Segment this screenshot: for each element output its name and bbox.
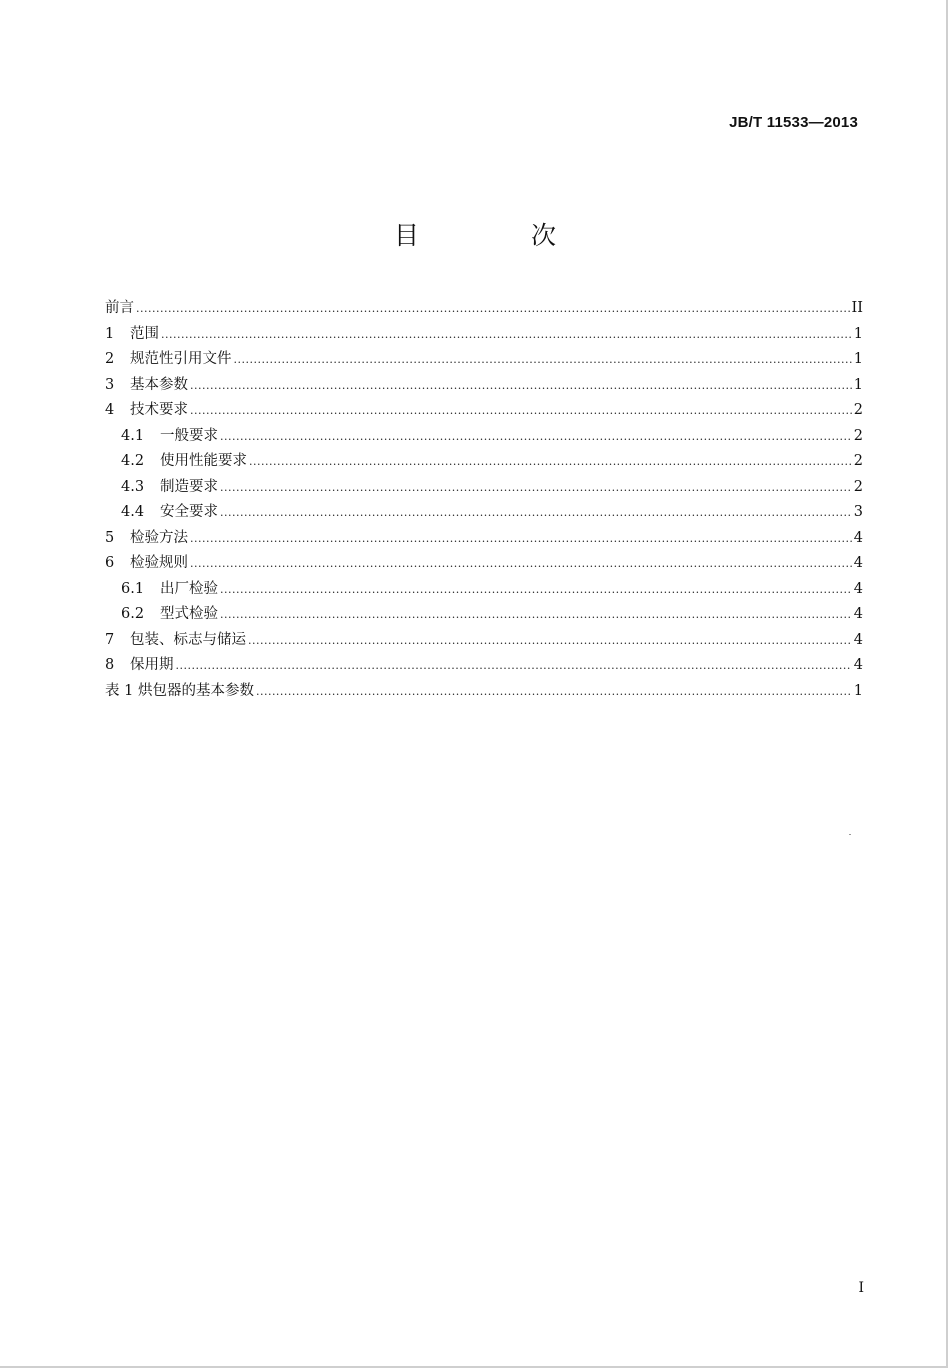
toc-entry-label: 安全要求	[160, 504, 218, 520]
toc-entry-page: 2	[853, 402, 863, 418]
toc-entry-number: 2	[105, 351, 115, 367]
toc-entry-label: 包装、标志与储运	[130, 631, 246, 648]
toc-entry[interactable]	[105, 398, 863, 424]
toc-leader-dots	[220, 475, 852, 501]
toc-entry-label: 制造要求	[160, 478, 218, 495]
toc-entry-page: 2	[853, 427, 863, 444]
toc-leader-dots	[176, 653, 852, 679]
toc-entry-number: 4.2	[121, 453, 145, 469]
toc-entry[interactable]	[105, 577, 863, 603]
toc-entry-number: 4.4	[121, 504, 145, 520]
toc-leader-dots	[256, 679, 852, 705]
toc-leader-dots	[234, 347, 852, 373]
toc-entry-label: 范围	[130, 325, 159, 342]
toc-entry-label: 检验方法	[130, 529, 188, 546]
toc-entry[interactable]	[105, 347, 863, 373]
toc-entry-number: 1	[105, 325, 115, 342]
toc-leader-dots	[190, 526, 852, 552]
toc-entry-number: 6.1	[121, 580, 145, 597]
toc-entry-page: 1	[853, 351, 863, 367]
toc-entry-number: 3	[105, 376, 115, 393]
toc-entry-label: 规范性引用文件	[130, 351, 232, 367]
toc-title: 目 次	[394, 221, 608, 250]
toc-entry-label: 基本参数	[130, 376, 188, 393]
toc-entry-page: 4	[853, 580, 863, 597]
toc-entry-page: 4	[853, 631, 863, 648]
toc-leader-dots	[190, 551, 852, 577]
standard-code: JB/T 11533—2013	[729, 114, 858, 131]
toc-entry-page: 2	[853, 478, 863, 495]
toc-entry-number: 5	[105, 529, 115, 546]
toc-entry-number: 6	[105, 555, 115, 571]
toc-list	[105, 296, 863, 704]
toc-entry-page: 1	[853, 325, 863, 342]
toc-entry[interactable]	[105, 679, 863, 705]
toc-entry-label: 型式检验	[160, 606, 218, 622]
toc-entry-page: 4	[853, 555, 863, 571]
toc-entry-label: 技术要求	[130, 402, 188, 418]
toc-entry-label: 保用期	[130, 657, 174, 673]
toc-entry-number: 4.1	[121, 427, 145, 444]
toc-entry-page: II	[851, 300, 863, 316]
toc-leader-dots	[136, 296, 850, 322]
toc-entry[interactable]	[105, 449, 863, 475]
toc-leader-dots	[161, 322, 852, 348]
toc-entry-number: 4	[105, 402, 115, 418]
toc-entry-number: 4.3	[121, 478, 145, 495]
toc-entry[interactable]	[105, 653, 863, 679]
toc-entry-number: 6.2	[121, 606, 145, 622]
toc-entry[interactable]	[105, 628, 863, 654]
toc-entry-number: 8	[105, 657, 115, 673]
toc-leader-dots	[220, 424, 852, 450]
toc-leader-dots	[249, 449, 852, 475]
toc-entry[interactable]	[105, 551, 863, 577]
toc-entry[interactable]	[105, 500, 863, 526]
toc-entry[interactable]	[105, 475, 863, 501]
toc-entry[interactable]	[105, 602, 863, 628]
toc-entry[interactable]	[105, 526, 863, 552]
toc-entry-page: 1	[853, 682, 863, 699]
toc-entry-page: 4	[853, 529, 863, 546]
toc-leader-dots	[220, 602, 852, 628]
toc-entry-page: 1	[853, 376, 863, 393]
page-number: I	[858, 1280, 864, 1296]
toc-entry-label: 一般要求	[160, 427, 218, 444]
toc-entry-label: 检验规则	[130, 555, 188, 571]
toc-entry-page: 4	[853, 657, 863, 673]
toc-entry-page: 4	[853, 606, 863, 622]
toc-entry-number: 7	[105, 631, 115, 648]
toc-leader-dots	[190, 373, 852, 399]
toc-entry-page: 2	[853, 453, 863, 469]
toc-entry-label: 前言	[105, 300, 134, 316]
toc-entry-label: 出厂检验	[160, 580, 218, 597]
toc-leader-dots	[248, 628, 852, 654]
toc-entry-label: 表 1 烘包器的基本参数	[105, 682, 254, 699]
toc-entry-label: 使用性能要求	[160, 453, 247, 469]
toc-entry[interactable]	[105, 424, 863, 450]
toc-leader-dots	[220, 577, 852, 603]
toc-leader-dots	[190, 398, 852, 424]
toc-entry[interactable]	[105, 322, 863, 348]
toc-entry[interactable]	[105, 296, 863, 322]
toc-leader-dots	[220, 500, 852, 526]
toc-entry-page: 3	[853, 504, 863, 520]
scan-speck	[849, 834, 851, 835]
toc-entry[interactable]	[105, 373, 863, 399]
